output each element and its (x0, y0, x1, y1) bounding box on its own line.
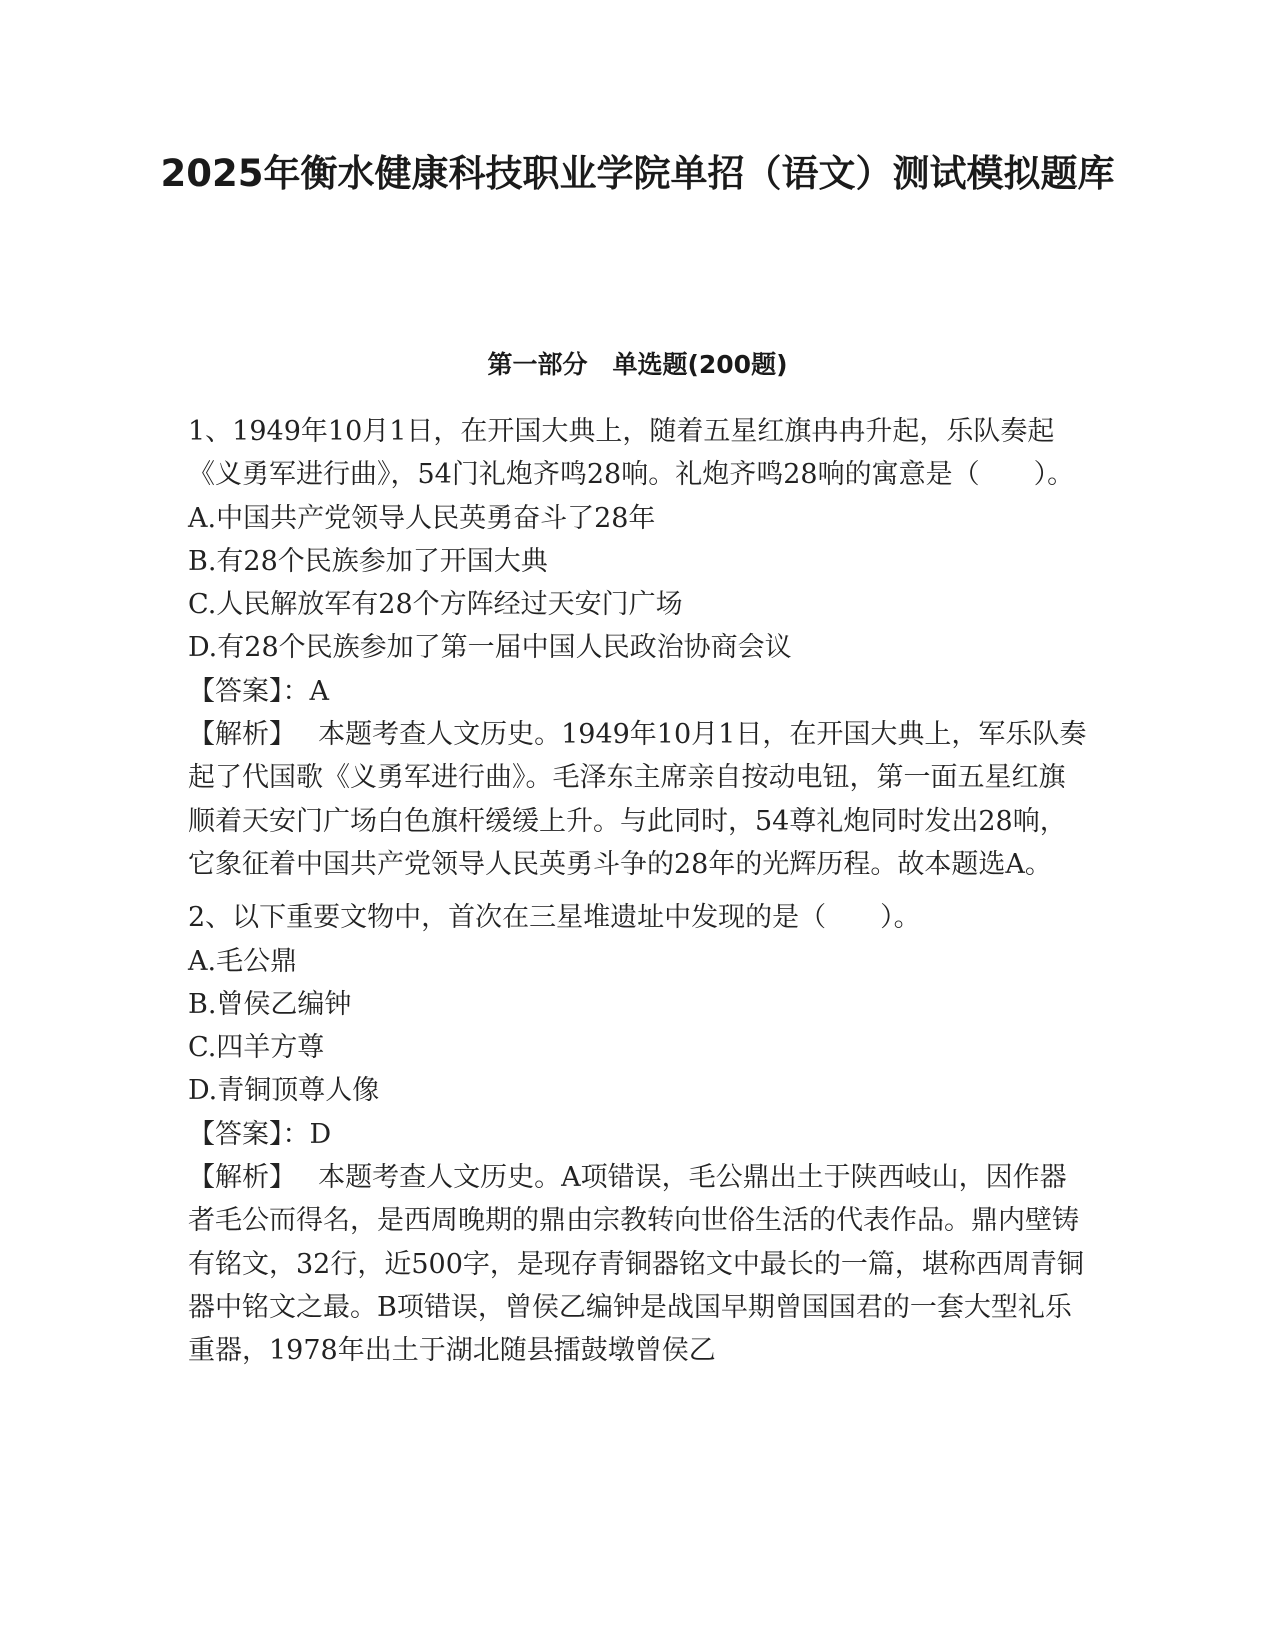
question-list (188, 410, 1088, 1383)
answer-value: D (309, 1118, 332, 1150)
analysis-text: 本题考查人文历史。A项错误，毛公鼎出土于陕西岐山，因作器者毛公而得名，是西周晚期的鼎由宗教转向世俗生活的代表作品。鼎内壁铸有铭文，32行，近500字，是现存青铜器铭文中最长的一篇，堪称西周青铜器中铭文之最。B项错误，曾侯乙编钟是战国早期曾国国君的一套大型礼乐重器，1978年出土于湖北随县擂鼓墩曾侯乙 (188, 1162, 1084, 1367)
question-option-d: D.有28个民族参加了第一届中国人民政治协商会议 (188, 632, 792, 664)
analysis-text: 本题考查人文历史。1949年10月1日，在开国大典上，军乐队奏起了代国歌《义勇军进行曲》。毛泽东主席亲自按动电钮，第一面五星红旗顺着天安门广场白色旗杆缓缓上升。与此同时，54尊礼炮同时发出28响，它象征着中国共产党领导人民英勇斗争的28年的光辉历程。故本题选A。 (188, 719, 1087, 880)
answer-value: A (309, 675, 329, 707)
section-heading: 第一部分 单选题(200题) (487, 350, 788, 379)
question-stem: 1、1949年10月1日，在开国大典上，随着五星红旗冉冉升起，乐队奏起《义勇军进行曲》，54门礼炮齐鸣28响。礼炮齐鸣28响的寓意是（ ）。 (188, 416, 1075, 491)
answer-line (188, 1113, 1088, 1156)
question-item (188, 410, 1088, 886)
question-option-a: A.毛公鼎 (188, 945, 298, 977)
analysis-paragraph (188, 1156, 1088, 1372)
analysis-label: 【解析】 (188, 1162, 283, 1194)
analysis-label: 【解析】 (188, 719, 283, 751)
question-item (188, 896, 1088, 1372)
question-option-c: C.四羊方尊 (188, 1032, 325, 1064)
answer-line (188, 670, 1088, 713)
question-option-b: B.有28个民族参加了开国大典 (188, 545, 548, 577)
question-option-a: A.中国共产党领导人民英勇奋斗了28年 (188, 502, 656, 534)
analysis-paragraph (188, 713, 1088, 886)
question-option-d: D.青铜顶尊人像 (188, 1075, 380, 1107)
answer-label: 【答案】： (188, 1118, 310, 1150)
answer-label: 【答案】： (188, 675, 310, 707)
document-title: 2025年衡水健康科技职业学院单招（语文）测试模拟题库 (160, 152, 1115, 195)
question-option-b: B.曾侯乙编钟 (188, 988, 352, 1020)
question-option-c: C.人民解放军有28个方阵经过天安门广场 (188, 589, 683, 621)
question-stem: 2、以下重要文物中，首次在三星堆遗址中发现的是（ ）。 (188, 902, 921, 934)
